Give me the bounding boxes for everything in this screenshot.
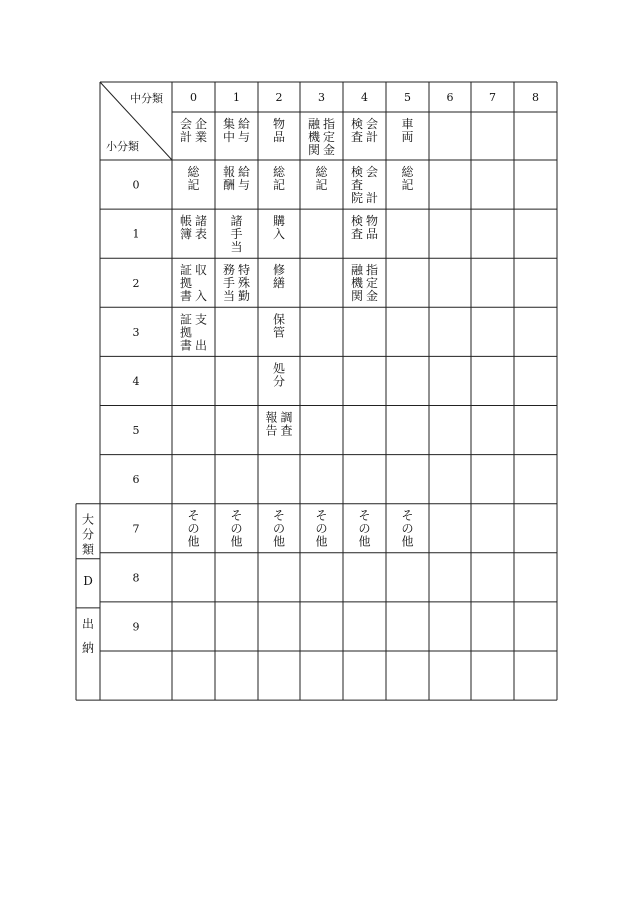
cell-text: 諸 xyxy=(194,214,208,229)
cell-text: の xyxy=(230,521,243,536)
cell-text: 物 xyxy=(365,214,379,229)
cell-text: 査 xyxy=(280,423,293,438)
cell-text: 保 xyxy=(272,312,286,327)
middle-class-name: 指 xyxy=(322,117,336,131)
cell-text: 記 xyxy=(187,178,200,192)
middle-class-name: 両 xyxy=(401,130,414,144)
major-class-name: 出 xyxy=(81,616,95,631)
cell-text: そ xyxy=(272,508,286,523)
cell-text: 告 xyxy=(265,423,278,438)
cell-text: 収 xyxy=(194,263,208,278)
middle-class-name: 査 xyxy=(350,130,364,144)
middle-class-name: 定 xyxy=(322,130,336,144)
cell-text: 支 xyxy=(194,312,208,327)
cell-text: 証 xyxy=(179,312,193,327)
middle-class-name: 関 xyxy=(307,143,321,157)
cell-text: 他 xyxy=(315,534,328,549)
cell-text: 品 xyxy=(365,227,379,242)
middle-class-number: 8 xyxy=(532,91,539,104)
cell-text: 与 xyxy=(237,178,251,192)
cell-text: 他 xyxy=(401,534,414,549)
major-class-label: 分 xyxy=(81,527,95,542)
cell-text: 管 xyxy=(272,325,286,340)
cell-text: 入 xyxy=(194,289,208,304)
cell-text: 査 xyxy=(350,227,364,242)
small-class-number: 5 xyxy=(132,424,140,438)
cell-text: 特 xyxy=(237,263,251,278)
cell-text: そ xyxy=(401,508,414,523)
cell-text: 関 xyxy=(350,289,364,304)
middle-class-number: 5 xyxy=(404,91,411,104)
cell-text: 院 xyxy=(350,191,364,205)
cell-text: 書 xyxy=(179,289,193,304)
cell-text: 検 xyxy=(350,165,364,179)
cell-text: 総 xyxy=(401,165,414,179)
cell-text: 他 xyxy=(187,534,200,549)
cell-text: 繕 xyxy=(272,276,286,291)
cell-text: 分 xyxy=(272,374,286,389)
middle-class-name: 会 xyxy=(365,117,379,131)
cell-text: 他 xyxy=(358,534,371,549)
cell-text: 購 xyxy=(272,214,286,229)
middle-class-label: 中分類 xyxy=(130,92,163,105)
cell-text: 報 xyxy=(222,165,236,179)
middle-class-name: 検 xyxy=(350,117,364,131)
middle-class-number: 4 xyxy=(361,91,368,104)
middle-class-name: 中 xyxy=(222,130,236,144)
middle-class-number: 0 xyxy=(190,91,197,104)
cell-text: の xyxy=(358,521,371,536)
middle-class-name: 物 xyxy=(272,117,286,131)
major-class-label: 大 xyxy=(81,512,95,527)
cell-text: 当 xyxy=(230,240,243,255)
middle-class-number: 1 xyxy=(233,91,240,104)
cell-text: 修 xyxy=(272,263,286,278)
small-class-number: 7 xyxy=(132,522,140,536)
cell-text: 証 xyxy=(179,263,193,278)
cell-text: 書 xyxy=(179,338,193,353)
cell-text: 総 xyxy=(272,165,286,179)
cell-text: 簿 xyxy=(179,227,193,242)
middle-class-name: 業 xyxy=(194,130,208,144)
cell-text: 査 xyxy=(350,178,364,192)
small-class-number: 4 xyxy=(132,374,140,388)
cell-text: そ xyxy=(187,508,200,523)
cell-text: 他 xyxy=(230,534,243,549)
middle-class-name: 金 xyxy=(322,143,336,157)
cell-text: 拠 xyxy=(179,276,193,291)
small-class-label: 小分類 xyxy=(106,140,139,153)
cell-text: 給 xyxy=(237,165,251,179)
middle-class-name: 会 xyxy=(179,117,193,131)
cell-text: 当 xyxy=(222,289,236,304)
cell-text: 他 xyxy=(272,534,286,549)
cell-text: の xyxy=(272,521,286,536)
cell-text: そ xyxy=(230,508,243,523)
small-class-number: 1 xyxy=(132,227,140,241)
cell-text: 諸 xyxy=(230,214,243,229)
small-class-number: 0 xyxy=(132,178,140,192)
middle-class-number: 2 xyxy=(275,91,283,104)
cell-text: 会 xyxy=(365,165,379,179)
middle-class-name: 集 xyxy=(222,117,236,131)
small-class-number: 3 xyxy=(132,325,140,339)
cell-text: 処 xyxy=(272,361,286,376)
middle-class-name: 計 xyxy=(179,130,193,144)
middle-class-number: 6 xyxy=(446,91,454,104)
middle-class-name: 与 xyxy=(237,130,251,144)
cell-text: の xyxy=(315,521,328,536)
middle-class-name: 車 xyxy=(401,117,414,131)
cell-text: 記 xyxy=(401,178,414,192)
cell-text: 総 xyxy=(315,165,328,179)
middle-class-name: 機 xyxy=(307,130,321,144)
cell-text: 指 xyxy=(365,263,379,278)
cell-text: の xyxy=(187,521,200,536)
cell-text: そ xyxy=(315,508,328,523)
cell-text: 金 xyxy=(365,289,379,304)
cell-text: 入 xyxy=(272,227,286,242)
cell-text: 機 xyxy=(350,276,364,291)
cell-text: の xyxy=(401,521,414,536)
cell-text: 計 xyxy=(365,191,379,205)
major-class-label: 類 xyxy=(81,542,95,557)
cell-text: 帳 xyxy=(179,214,193,229)
cell-text: 検 xyxy=(350,214,364,229)
middle-class-name: 企 xyxy=(194,117,208,131)
cell-text: 務 xyxy=(222,263,236,278)
middle-class-name: 融 xyxy=(307,117,321,131)
major-class-code: D xyxy=(83,573,93,588)
middle-class-name: 給 xyxy=(237,117,251,131)
cell-text: 記 xyxy=(315,178,328,192)
cell-text: 融 xyxy=(350,263,364,278)
cell-text: 殊 xyxy=(237,276,251,291)
cell-text: 手 xyxy=(222,276,236,291)
cell-text: そ xyxy=(358,508,371,523)
small-class-number: 9 xyxy=(132,620,140,634)
cell-text: 報 xyxy=(265,410,278,425)
cell-text: 酬 xyxy=(222,178,236,192)
small-class-number: 6 xyxy=(132,473,140,487)
cell-text: 表 xyxy=(194,227,208,242)
cell-text: 調 xyxy=(280,410,293,425)
middle-class-name: 品 xyxy=(272,130,286,144)
cell-text: 出 xyxy=(194,338,208,353)
middle-class-number: 7 xyxy=(489,91,496,104)
major-class-name: 納 xyxy=(81,640,95,655)
cell-text: 総 xyxy=(187,165,200,179)
cell-text: 拠 xyxy=(179,325,193,340)
cell-text: 手 xyxy=(230,227,243,242)
small-class-number: 2 xyxy=(132,276,140,290)
cell-text: 定 xyxy=(365,276,379,291)
middle-class-name: 計 xyxy=(365,130,379,144)
cell-text: 勤 xyxy=(237,289,251,304)
small-class-number: 8 xyxy=(132,571,140,585)
middle-class-number: 3 xyxy=(318,91,325,104)
cell-text: 記 xyxy=(272,178,286,192)
